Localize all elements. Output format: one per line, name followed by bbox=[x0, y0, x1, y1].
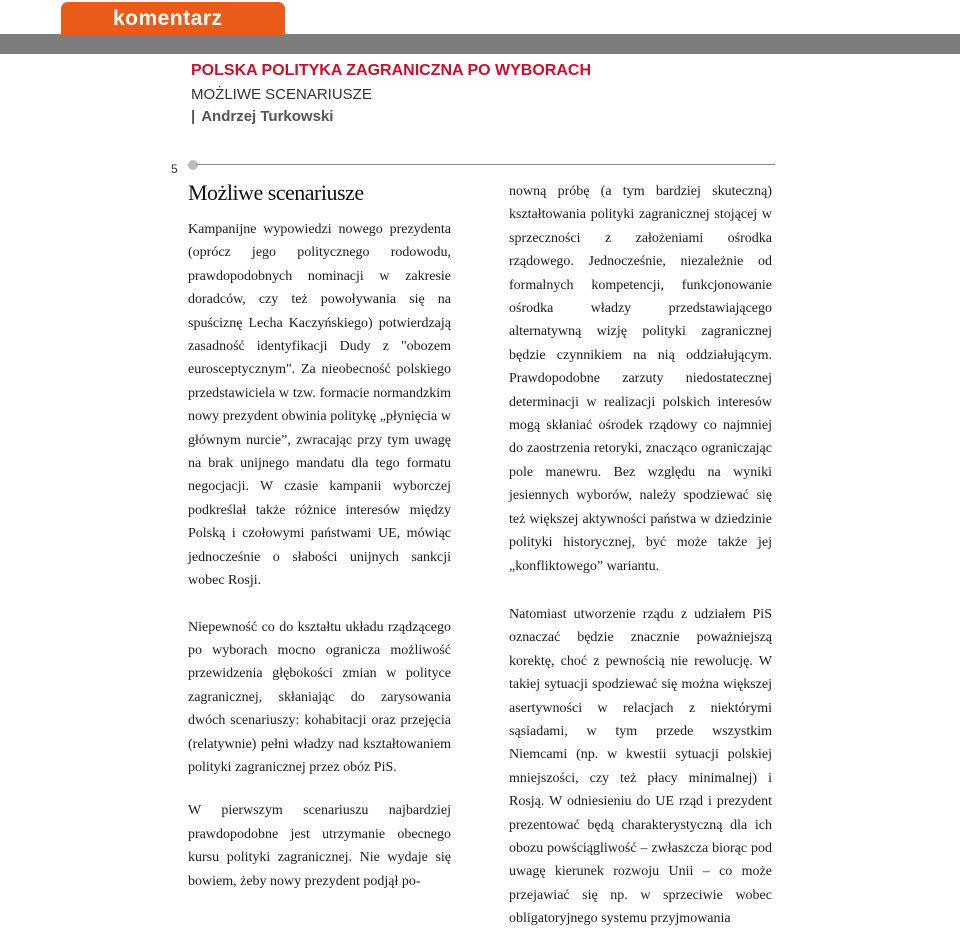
paragraph-right-2: Natomiast utworzenie rządu z udziałem PiS oznaczać będzie znacznie poważniejszą korektę, choć z pewnością nie rewolucję. W takiej sytuacji spodziewać się można większej asertywności w relacjach z niektórymi sąsiadami, w tym przede wszystkim Niemcami (np. w kwestii sytuacji polskiej mniejszości, czy też płacy minimalnej) i Rosją. W odniesieniu do UE rząd i prezydent prezentować będą charakterystyczną dla ich obozu powściągliwość – zwłaszcza biorąc pod uwagę kierunek rozwoju Unii – co może przejawiać się np. w sprzeciwie wobec obligatoryjnego systemu przyjmowania bbox=[509, 606, 772, 927]
paragraph-left-1: Kampanijne wypowiedzi nowego prezydenta (oprócz jego politycznego rodowodu, prawdopodobnych nominacji w zakresie doradców, czy też powoływania się na spuściznę Lecha Kaczyńskiego) potwierdzają zasadność identyfikacji Dudy z "obozem eurosceptycznym". Za nieobecność polskiego przedstawiciela w tzw. formacie normandzkim nowy prezydent obwinia politykę „płynięcia w głównym nurcie”, zwracając przy tym uwagę na brak unijnego mandatu dla tego formatu negocjacji. W czasie kampanii wyborczej podkreślał także różnice interesów między Polską i czołowymi państwami UE, mówiąc jednocześnie o słabości unijnych sankcji wobec Rosji. bbox=[188, 222, 451, 589]
horizontal-rule bbox=[196, 164, 775, 165]
rule-dot-decoration bbox=[188, 160, 198, 170]
paragraph-left-3: W pierwszym scenariuszu najbardziej prawdopodobne jest utrzymanie obecnego kursu polityki zagranicznej. Nie wydaje się bowiem, żeby nowy prezydent podjął po- bbox=[188, 803, 451, 889]
article-right-column bbox=[509, 180, 772, 931]
section-tab-komentarz: komentarz bbox=[61, 2, 285, 35]
page-number: 5 bbox=[171, 162, 178, 176]
author-line bbox=[191, 108, 333, 125]
author-separator: | bbox=[191, 108, 196, 125]
publication-subtitle: MOŻLIWE SCENARIUSZE bbox=[191, 86, 372, 103]
publication-title: POLSKA POLITYKA ZAGRANICZNA PO WYBORACH bbox=[191, 62, 591, 79]
paragraph-right-1: nowną próbę (a tym bardziej skuteczną) kształtowania polityki zagranicznej stojącej w sprzeczności z założeniami ośrodka rządowego. Jednocześnie, niezależnie od formalnych kompetencji, funkcjonowanie ośrodka władzy przedstawiającego alternatywną wizję polityki zagranicznej będzie czynnikiem na nią oddziałującym. Prawdopodobne zarzuty niedostatecznej determinacji w realizacji polskich interesów mogą skłaniać ośrodek rządowy co najmniej do zaostrzenia retoryki, znacząco ograniczając pole manewru. Bez względu na wyniki jesiennych wyborów, należy spodziewać się też większej aktywności państwa w dziedzinie polityki historycznej, być może także jej „konfliktowego” wariantu. bbox=[509, 184, 772, 574]
section-title: Możliwe scenariusze bbox=[188, 180, 364, 205]
author-name: Andrzej Turkowski bbox=[201, 108, 334, 125]
paragraph-left-2: Niepewność co do kształtu układu rządzącego po wyborach mocno ogranicza możliwość przewidzenia głębokości zmian w polityce zagranicznej, skłaniając do zarysowania dwóch scenariuszy: kohabitacji oraz przejęcia (relatywnie) pełni władzy nad kształtowaniem polityki zagranicznej przez obóz PiS. bbox=[188, 619, 451, 775]
article-left-column bbox=[188, 178, 451, 893]
header-grey-bar bbox=[0, 34, 960, 54]
